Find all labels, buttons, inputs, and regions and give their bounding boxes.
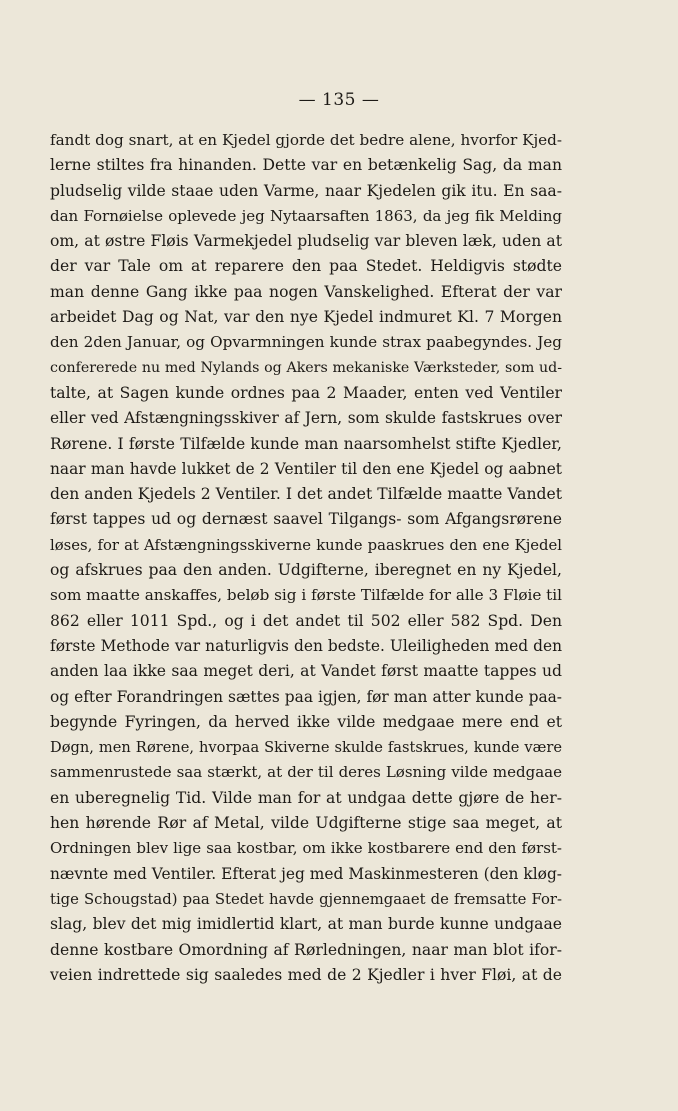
text-line: denne kostbare Omordning af Rørledningen, naar man blot ifor- [50, 940, 562, 959]
text-line: 862 eller 1011 Spd., og i det andet til 502 eller 582 Spd. Den [50, 611, 562, 630]
text-line: begynde Fyringen, da herved ikke vilde medgaae mere end et [50, 712, 562, 731]
text-line: der var Tale om at reparere den paa Stedet. Heldigvis stødte [50, 257, 562, 276]
text-line: talte, at Sagen kunde ordnes paa 2 Maader, enten ved Ventiler [50, 383, 562, 402]
text-line: anden laa ikke saa meget deri, at Vandet først maatte tappes ud [50, 662, 562, 681]
text-line: sammenrustede saa stærkt, at der til deres Løsning vilde medgaae [50, 763, 562, 782]
text-line: arbeidet Dag og Nat, var den nye Kjedel indmuret Kl. 7 Morgen [50, 308, 562, 327]
text-line: tige Schougstad) paa Stedet havde gjennemgaaet de fremsatte For- [50, 890, 562, 908]
text-line: man denne Gang ikke paa nogen Vanskelighed. Efterat der var [50, 282, 562, 301]
text-line: dan Fornøielse oplevede jeg Nytaarsaften 1863, da jeg fik Melding [50, 206, 562, 225]
text-line: som maatte anskaffes, beløb sig i første Tilfælde for alle 3 Fløie til [50, 586, 562, 605]
text-line: om, at østre Fløis Varmekjedel pludselig var bleven læk, uden at [50, 232, 562, 251]
text-line: første Methode var naturligvis den bedste. Uleiligheden med den [50, 636, 562, 655]
text-line: løses, for at Afstængningsskiverne kunde paaskrues den ene Kjedel [50, 536, 562, 554]
text-line: og afskrues paa den anden. Udgifterne, iberegnet en ny Kjedel, [50, 561, 562, 580]
text-line: den 2den Januar, og Opvarmningen kunde strax paabegyndes. Jeg [50, 333, 562, 352]
text-line: confererede nu med Nylands og Akers mekaniske Værksteder, som ud- [50, 359, 562, 376]
text-line: eller ved Afstængningsskiver af Jern, som skulde fastskrues over [50, 409, 562, 428]
text-line: den anden Kjedels 2 Ventiler. I det andet Tilfælde maatte Vandet [50, 485, 562, 504]
text-line: naar man havde lukket de 2 Ventiler til den ene Kjedel og aabnet [50, 459, 562, 478]
text-line: en uberegnelig Tid. Vilde man for at undgaa dette gjøre de her- [50, 788, 562, 807]
text-line: Rørene. I første Tilfælde kunde man naarsomhelst stifte Kjedler, [50, 434, 562, 453]
body-text [50, 128, 562, 988]
text-line: fandt dog snart, at en Kjedel gjorde det bedre alene, hvorfor Kjed- [50, 131, 562, 149]
text-line: lerne stiltes fra hinanden. Dette var en betænkelig Sag, da man [50, 156, 562, 175]
text-line: og efter Forandringen sættes paa igjen, før man atter kunde paa- [50, 687, 562, 706]
text-line: veien indrettede sig saaledes med de 2 Kjedler i hver Fløi, at de [50, 965, 562, 984]
text-line: nævnte med Ventiler. Efterat jeg med Maskinmesteren (den kløg- [50, 864, 562, 883]
text-line: først tappes ud og dernæst saavel Tilgangs- som Afgangsrørene [50, 510, 562, 529]
text-line: hen hørende Rør af Metal, vilde Udgifterne stige saa meget, at [50, 814, 562, 833]
text-line: Døgn, men Rørene, hvorpaa Skiverne skulde fastskrues, kunde være [50, 739, 562, 757]
text-line: slag, blev det mig imidlertid klart, at man burde kunne undgaae [50, 915, 562, 934]
page-number: — 135 — [298, 90, 380, 110]
text-line: pludselig vilde staae uden Varme, naar Kjedelen gik itu. En saa- [50, 181, 562, 200]
text-line: Ordningen blev lige saa kostbar, om ikke kostbarere end den først- [50, 839, 562, 858]
